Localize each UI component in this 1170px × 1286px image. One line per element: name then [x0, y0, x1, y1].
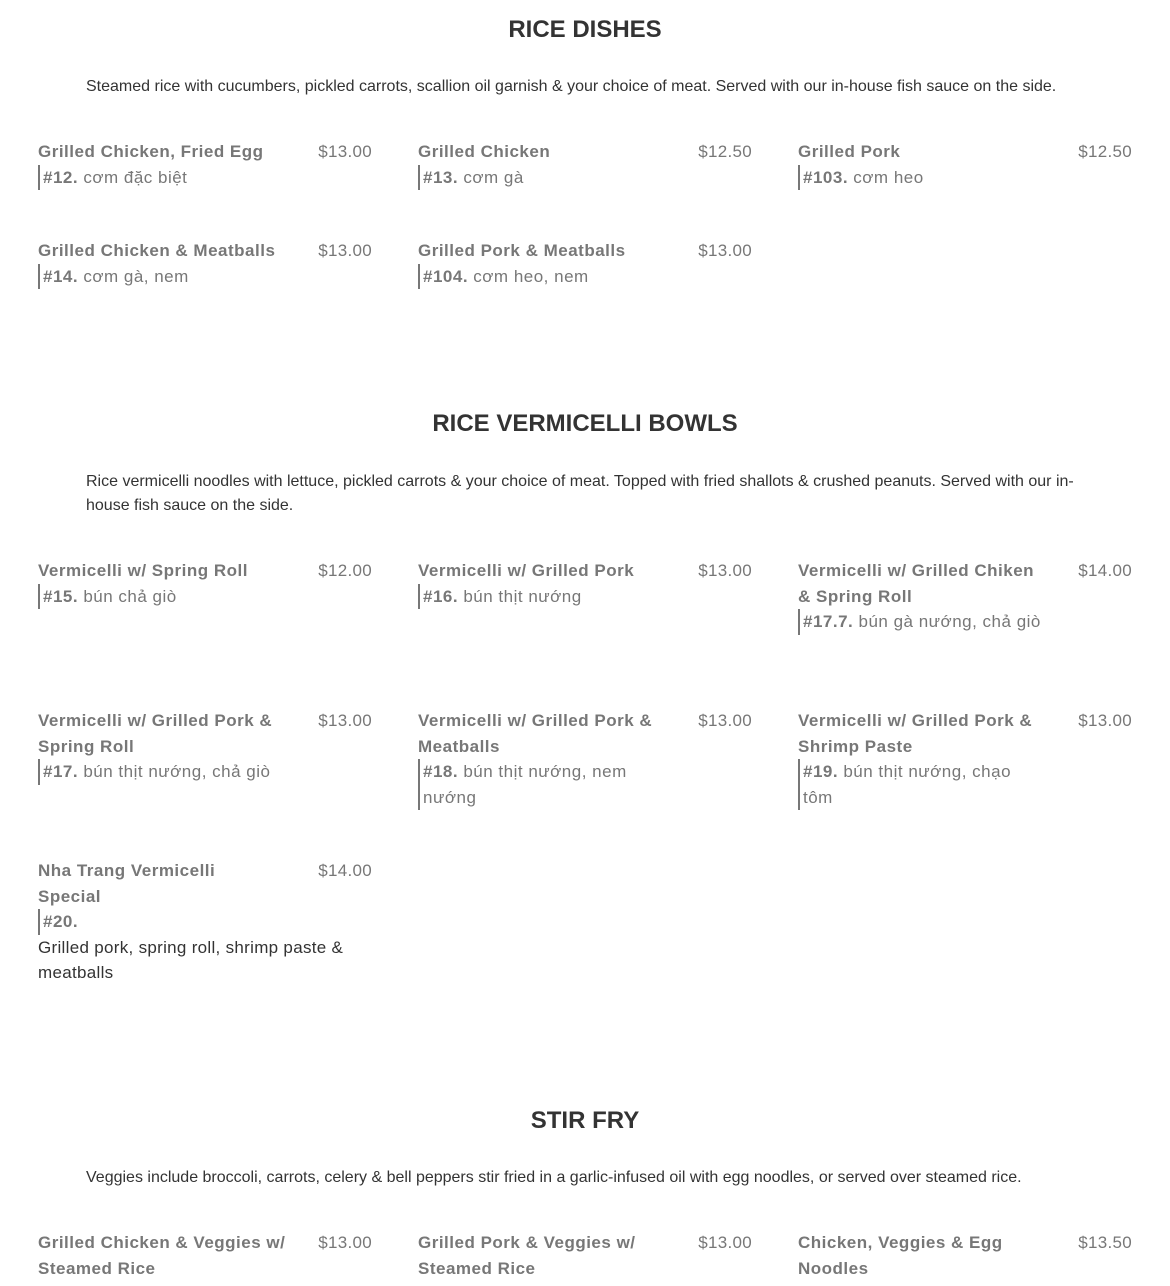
item-price: $13.00	[1078, 711, 1132, 730]
item-vietnamese-name	[798, 165, 1043, 191]
section-title-rice-dishes: RICE DISHES	[508, 16, 662, 43]
item-vietnamese-name	[418, 165, 663, 191]
item-vietnamese-name	[798, 759, 1043, 810]
item-price: $12.50	[698, 142, 752, 161]
item-price: $14.00	[1078, 561, 1132, 580]
item-number: #16.	[423, 586, 459, 606]
item-viet-text: bún thịt nướng, chả giò	[83, 762, 271, 782]
item-number: #17.7.	[803, 612, 854, 632]
item-viet-text: cơm gà	[463, 167, 524, 187]
item-viet-text: bún thịt nướng, chạo tôm	[803, 762, 1012, 807]
item-price: $12.00	[318, 561, 372, 580]
item-number: #15.	[43, 586, 79, 606]
item-number: #14.	[43, 266, 79, 286]
item-name: Vermicelli w/ Grilled Pork & Shrimp Paste	[798, 711, 1033, 756]
section-title-vermicelli-bowls: RICE VERMICELLI BOWLS	[432, 410, 738, 437]
item-price: $13.00	[698, 711, 752, 730]
item-name: Grilled Pork & Meatballs	[418, 241, 626, 260]
item-description: Grilled pork, spring roll, shrimp paste & meatballs	[38, 937, 344, 983]
menu-item-19	[798, 708, 1132, 810]
item-vietnamese-name	[798, 609, 1043, 635]
item-number: #12.	[43, 167, 79, 187]
menu-item-16	[418, 558, 752, 609]
item-price: $13.00	[698, 1233, 752, 1252]
item-number: #20.	[43, 912, 79, 932]
item-name: Vermicelli w/ Grilled Pork	[418, 561, 635, 580]
item-number: #17.	[43, 762, 79, 782]
item-vietnamese-name	[38, 909, 283, 935]
section-description-stir-fry: Veggies include broccoli, carrots, celery & bell peppers stir fried in a garlic-infused oil with egg noodles, or served over steamed rice.	[86, 1169, 1022, 1186]
item-number: #19.	[803, 762, 839, 782]
item-price: $13.50	[1078, 1233, 1132, 1252]
item-name: Chicken, Veggies & Egg Noodles	[798, 1233, 1003, 1278]
item-price: $13.00	[318, 711, 372, 730]
item-name: Grilled Pork & Veggies w/ Steamed Rice	[418, 1233, 636, 1278]
item-vietnamese-name	[38, 759, 283, 785]
item-price: $13.00	[318, 142, 372, 161]
section-description-rice-dishes: Steamed rice with cucumbers, pickled carrots, scallion oil garnish & your choice of meat. Served with our in-house fish sauce on the side.	[86, 78, 1057, 95]
menu-item-17	[38, 708, 372, 785]
item-name: Grilled Pork	[798, 142, 901, 161]
item-viet-text: bún thịt nướng	[463, 586, 582, 606]
item-vietnamese-name	[418, 759, 663, 810]
item-vietnamese-name	[38, 264, 283, 290]
item-number: #103.	[803, 167, 849, 187]
item-price: $12.50	[1078, 142, 1132, 161]
menu-item-17-7	[798, 558, 1132, 635]
item-viet-text: bún chả giò	[83, 586, 177, 606]
item-viet-text: bún gà nướng, chả giò	[858, 612, 1041, 632]
item-viet-text: cơm gà, nem	[83, 266, 189, 286]
section-title-stir-fry: STIR FRY	[530, 1107, 640, 1134]
item-vietnamese-name	[418, 584, 663, 610]
item-viet-text: bún thịt nướng, nem nướng	[423, 762, 627, 807]
menu-item-stir-fry-chicken-rice	[38, 1230, 372, 1281]
item-price: $13.00	[318, 1233, 372, 1252]
item-name: Grilled Chicken & Veggies w/ Steamed Rice	[38, 1233, 286, 1278]
item-price: $14.00	[318, 861, 372, 880]
item-name: Nha Trang Vermicelli Special	[38, 861, 216, 906]
item-price: $13.00	[318, 241, 372, 260]
menu-item-18	[418, 708, 752, 810]
menu-item-stir-fry-chicken-noodles	[798, 1230, 1132, 1281]
item-name: Vermicelli w/ Grilled Pork & Spring Roll	[38, 711, 273, 756]
menu-item-stir-fry-pork-rice	[418, 1230, 752, 1281]
item-number: #13.	[423, 167, 459, 187]
item-vietnamese-name	[418, 264, 663, 290]
item-viet-text: cơm heo	[853, 167, 924, 187]
item-name: Grilled Chicken & Meatballs	[38, 241, 276, 260]
item-name: Grilled Chicken, Fried Egg	[38, 142, 264, 161]
menu-item-14	[38, 238, 372, 289]
item-vietnamese-name	[38, 584, 283, 610]
section-description-vermicelli-bowls: Rice vermicelli noodles with lettuce, pickled carrots & your choice of meat. Topped with fried shallots & crushed peanuts. Served with our in-house fish sauce on the side.	[86, 473, 1074, 514]
item-price: $13.00	[698, 561, 752, 580]
item-name: Vermicelli w/ Grilled Chiken & Spring Roll	[798, 561, 1035, 606]
item-viet-text: cơm đặc biệt	[83, 167, 188, 187]
menu-item-104	[418, 238, 752, 289]
item-viet-text: cơm heo, nem	[473, 266, 589, 286]
menu-item-103	[798, 139, 1132, 190]
menu-item-15	[38, 558, 372, 609]
item-number: #104.	[423, 266, 469, 286]
menu-item-13	[418, 139, 752, 190]
item-name: Vermicelli w/ Spring Roll	[38, 561, 248, 580]
item-number: #18.	[423, 762, 459, 782]
item-price: $13.00	[698, 241, 752, 260]
item-vietnamese-name	[38, 165, 283, 191]
menu-item-12	[38, 139, 372, 190]
menu-item-20	[38, 858, 372, 986]
item-name: Grilled Chicken	[418, 142, 551, 161]
item-name: Vermicelli w/ Grilled Pork & Meatballs	[418, 711, 653, 756]
